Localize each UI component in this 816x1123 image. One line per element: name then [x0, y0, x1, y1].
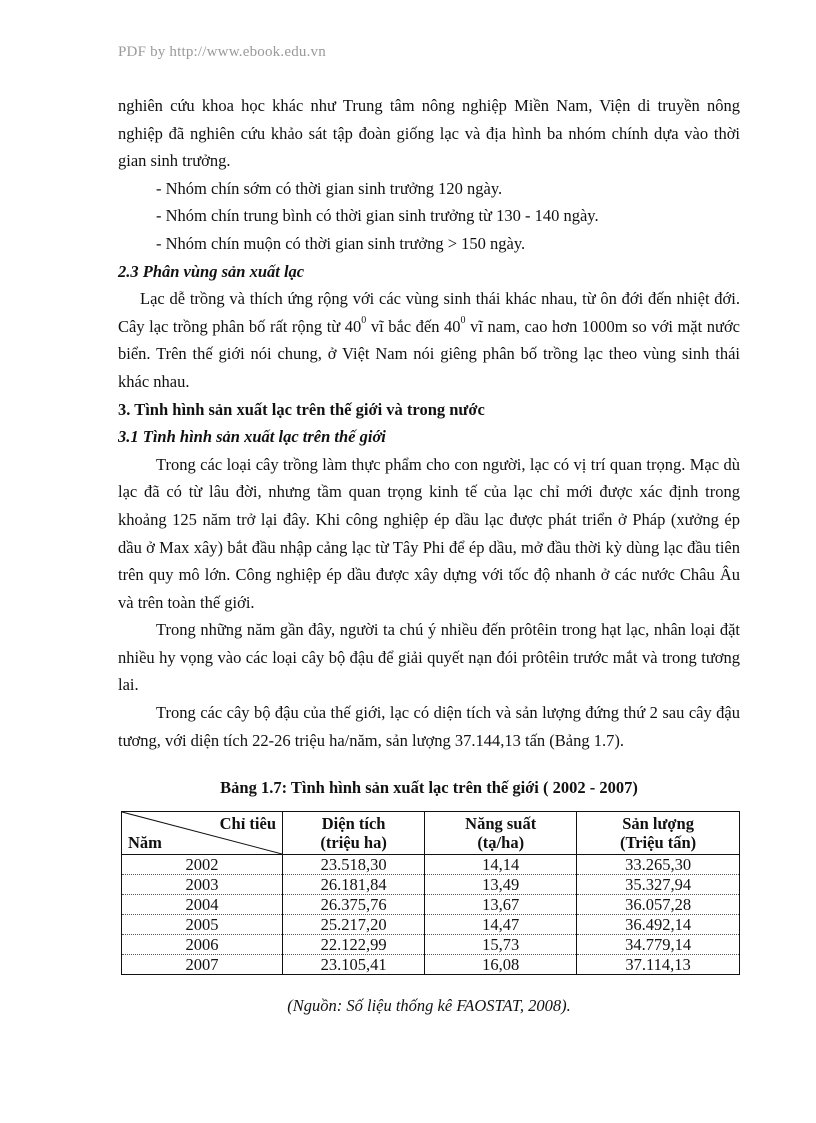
col-yield-l1: Năng suất: [465, 814, 537, 833]
corner-label-indicator: Chỉ tiêu: [219, 814, 276, 833]
table-caption: Bảng 1.7: Tình hình sản xuất lạc trên thế giới ( 2002 - 2007): [220, 778, 638, 797]
cell-yield: 15,73: [425, 935, 577, 955]
cell-yield: 13,67: [425, 895, 577, 915]
paragraph-2-3-c: vĩ nam, cao hơn 1000m so với mặt nước biển. Trên thế giới nói chung, ở Việt Nam nói giêng phân bố trồng lạc theo vùng sinh thái khác nhau.: [118, 316, 740, 391]
column-header-output: [577, 812, 740, 855]
col-area-l2: (triệu ha): [320, 833, 387, 852]
column-header-yield: [425, 812, 577, 855]
cell-year: 2005: [122, 915, 283, 935]
group-late: - Nhóm chín muộn có thời gian sinh trưởng > 150 ngày.: [156, 233, 526, 253]
document-body: [118, 92, 740, 754]
cell-area: 22.122,99: [283, 935, 425, 955]
col-output-l1: Sản lượng: [622, 814, 694, 833]
cell-output: 36.492,14: [577, 915, 740, 935]
table-row: [122, 895, 740, 915]
column-header-area: [283, 812, 425, 855]
watermark-text: PDF by http://www.ebook.edu.vn: [118, 44, 326, 60]
table-row: [122, 875, 740, 895]
degree-sup-2: 0: [460, 315, 466, 327]
corner-header: [122, 812, 283, 855]
col-output-l2: (Triệu tấn): [619, 833, 697, 852]
degree-sup-1: 0: [361, 315, 367, 327]
cell-year: 2003: [122, 875, 283, 895]
group-medium: - Nhóm chín trung bình có thời gian sinh trưởng từ 130 - 140 ngày.: [156, 206, 599, 226]
cell-output: 36.057,28: [577, 895, 740, 915]
paragraph-2-3-a: Lạc dễ trồng và thích ứng rộng với các vùng sinh thái khác nhau, từ ôn đới đến nhiệt đới. Cây lạc trồng phân bố rất rộng từ 40: [118, 289, 740, 336]
table-row: [122, 955, 740, 975]
paragraph-2-3: [118, 285, 740, 395]
paragraph-2-3-b: vĩ bắc đến 40: [366, 316, 461, 336]
cell-yield: 14,14: [425, 855, 577, 875]
cell-area: 26.181,84: [283, 875, 425, 895]
cell-output: 35.327,94: [577, 875, 740, 895]
cell-output: 34.779,14: [577, 935, 740, 955]
cell-area: 23.105,41: [283, 955, 425, 975]
intro-paragraph: nghiên cứu khoa học khác như Trung tâm nông nghiệp Miền Nam, Viện di truyền nông nghiệp đã nghiên cứu khảo sát tập đoàn giống lạc và địa hình ba nhóm chính dựa vào thời gian sinh trưởng.: [118, 96, 740, 171]
group-early: - Nhóm chín sớm có thời gian sinh trưởng 120 ngày.: [156, 178, 503, 198]
heading-3-1: 3.1 Tình hình sản xuất lạc trên thế giới: [118, 427, 386, 447]
table-row: [122, 935, 740, 955]
cell-output: 37.114,13: [577, 955, 740, 975]
paragraph-3-1-a: Trong các loại cây trồng làm thực phẩm cho con người, lạc có vị trí quan trọng. Mạc dù lạc đã có từ lâu đời, nhưng tầm quan trọng kinh tế của lạc chỉ mới được xác định trong khoảng 125 năm trở lại đây. Khi công nghiệp ép dầu lạc được phát triển ở Pháp (xưởng ép dầu ở Max xây) bắt đầu nhập cảng lạc từ Tây Phi để ép dầu, mở đầu thời kỳ dùng lạc đầu tiên trên quy mô lớn. Công nghiệp ép dầu được xây dựng với tốc độ nhanh ở các nước Châu Âu và trên toàn thế giới.: [118, 454, 740, 612]
cell-year: 2007: [122, 955, 283, 975]
col-yield-l2: (tạ/ha): [477, 833, 525, 852]
table-row: [122, 855, 740, 875]
heading-3: 3. Tình hình sản xuất lạc trên thế giới và trong nước: [118, 399, 485, 419]
cell-area: 23.518,30: [283, 855, 425, 875]
cell-year: 2002: [122, 855, 283, 875]
paragraph-3-1-b: Trong những năm gần đây, người ta chú ý nhiều đến prôtêin trong hạt lạc, nhân loại đặt nhiều hy vọng vào các loại cây bộ đậu để giải quyết nạn đói prôtêin trước mắt và trong tương lai.: [118, 620, 740, 695]
cell-area: 25.217,20: [283, 915, 425, 935]
cell-output: 33.265,30: [577, 855, 740, 875]
col-area-l1: Diện tích: [321, 814, 386, 833]
table-header-row: [122, 812, 740, 855]
cell-yield: 13,49: [425, 875, 577, 895]
corner-label-year: Năm: [128, 833, 162, 852]
heading-2-3: 2.3 Phân vùng sản xuất lạc: [118, 261, 305, 281]
cell-year: 2006: [122, 935, 283, 955]
paragraph-3-1-c: Trong các cây bộ đậu của thế giới, lạc có diện tích và sản lượng đứng thứ 2 sau cây đậu tương, với diện tích 22-26 triệu ha/năm, sản lượng 37.144,13 tấn (Bảng 1.7).: [118, 703, 740, 750]
cell-area: 26.375,76: [283, 895, 425, 915]
cell-yield: 14,47: [425, 915, 577, 935]
table-source-note: (Nguồn: Số liệu thống kê FAOSTAT, 2008).: [287, 996, 571, 1015]
cell-year: 2004: [122, 895, 283, 915]
production-table: [121, 811, 740, 975]
table-row: [122, 915, 740, 935]
cell-yield: 16,08: [425, 955, 577, 975]
